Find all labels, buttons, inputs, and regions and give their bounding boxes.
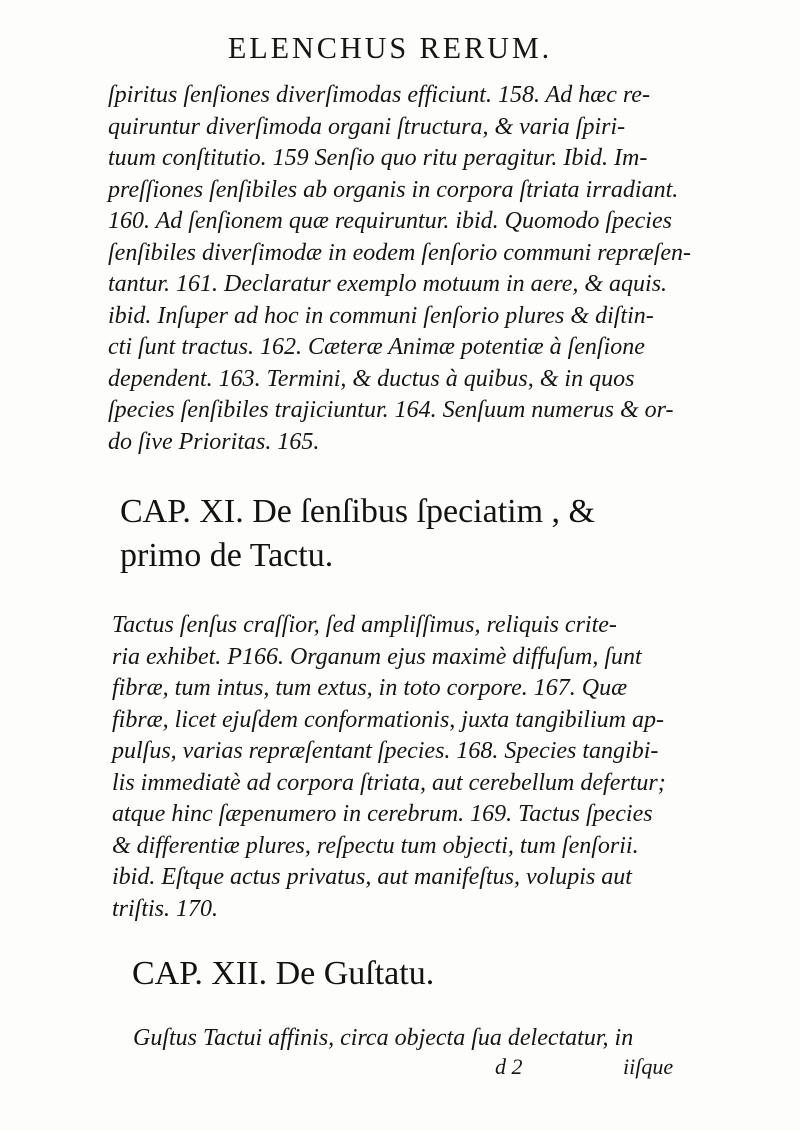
text-line: ſenſibiles diverſimodæ in eodem ſenſorio communi repræſen- [108, 239, 692, 266]
text-line: tantur. 161. Declaratur exemplo motuum in aere, & aquis. [108, 271, 668, 297]
text-line: do ſive Prioritas. 165. [108, 428, 320, 455]
text-line: triſtis. 170. [112, 895, 219, 922]
text-line: Guſtus Tactui affinis, circa objecta ſua delectatur, in [133, 1025, 634, 1051]
heading-line: primo de Tactu. [120, 537, 334, 574]
chapter-xi-heading [120, 490, 595, 578]
heading-line: CAP. XI. De ſenſibus ſpeciatim , & [120, 493, 596, 530]
text-line: 160. Ad ſenſionem quæ requiruntur. ibid. Quomodo ſpecies [108, 208, 672, 234]
text-line: fibræ, tum intus, tum extus, in toto corpore. 167. Quæ [112, 675, 628, 701]
text-line: ibid. Eſtque actus privatus, aut manifeſtus, volupis aut [112, 864, 632, 890]
running-head: ELENCHUS RERUM. [227, 30, 553, 65]
chapter-xii-summary [133, 1023, 633, 1055]
text-line: ſpecies ſenſibiles trajiciuntur. 164. Senſuum numerus & or- [108, 397, 674, 423]
heading-line: CAP. XII. De Guſtatu. [132, 955, 435, 992]
text-line: ibid. Inſuper ad hoc in communi ſenſorio plures & diſtin- [108, 302, 654, 329]
text-line: Tactus ſenſus craſſior, ſed ampliſſimus, reliquis crite- [112, 612, 617, 638]
text-line: fibræ, licet ejuſdem conformationis, juxta tangibilium ap- [112, 706, 664, 733]
index-paragraph-continued [108, 80, 691, 458]
text-line: & differentiæ plures, reſpectu tum objecti, tum ſenſorii. [112, 832, 639, 859]
text-line: preſſiones ſenſibiles ab organis in corpora ſtriata irradiant. [108, 176, 679, 203]
text-line: pulſus, varias repræſentant ſpecies. 168. Species tangibi- [112, 738, 659, 764]
page-footer [0, 1054, 800, 1088]
catchword: iiſque [623, 1054, 674, 1079]
text-line: lis immediatè ad corpora ſtriata, aut cerebellum defertur; [112, 769, 666, 796]
text-line: ria exhibet. P166. Organum ejus maximè diffuſum, ſunt [112, 643, 642, 670]
signature-mark: d 2 [495, 1054, 523, 1079]
text-line: dependent. 163. Termini, & ductus à quibus, & in quos [108, 365, 635, 392]
text-line: ſpiritus ſenſiones diverſimodas efficiunt. 158. Ad hæc re- [108, 82, 650, 108]
text-line: tuum conſtitutio. 159 Senſio quo ritu peragitur. Ibid. Im- [108, 145, 648, 171]
chapter-xii-heading [132, 952, 434, 996]
text-line: cti ſunt tractus. 162. Cæteræ Animæ potentiæ à ſenſione [108, 334, 645, 360]
text-line: atque hinc ſæpenumero in cerebrum. 169. Tactus ſpecies [112, 801, 653, 827]
text-line: quiruntur diverſimoda organi ſtructura, & varia ſpiri- [108, 113, 626, 140]
chapter-xi-summary [112, 610, 666, 925]
